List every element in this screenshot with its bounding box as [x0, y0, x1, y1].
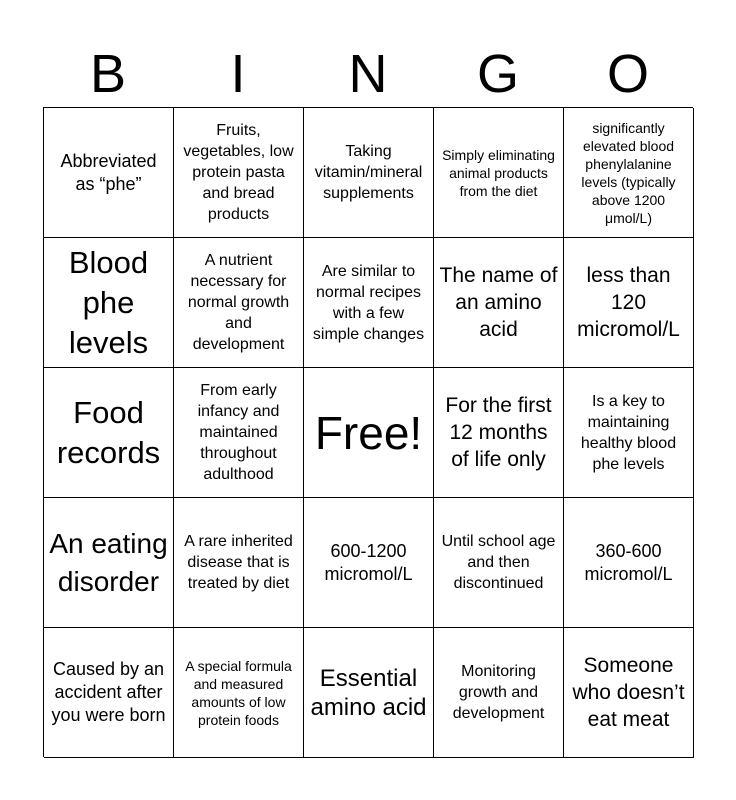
header-letter-n: N [348, 44, 388, 104]
cell-text: 600-1200 micromol/L [324, 540, 413, 584]
bingo-cell[interactable] [434, 628, 564, 758]
cell-text: Simply eliminating animal products from the diet [442, 146, 555, 199]
bingo-cell[interactable] [564, 628, 694, 758]
bingo-cell[interactable] [434, 108, 564, 238]
bingo-cell[interactable] [44, 108, 174, 238]
bingo-cell[interactable] [564, 108, 694, 238]
cell-text: Essential amino acid [310, 664, 427, 721]
cell-text: Until school age and then discontinued [441, 533, 556, 592]
header-letter-i: I [230, 44, 246, 104]
bingo-cell[interactable] [44, 238, 174, 368]
cell-text: Is a key to maintaining healthy blood phe levels [580, 392, 677, 473]
bingo-cell[interactable] [564, 368, 694, 498]
cell-text: less than 120 micromol/L [577, 264, 680, 341]
bingo-cell[interactable] [44, 628, 174, 758]
header-letter-o: O [606, 44, 649, 104]
cell-text: significantly elevated blood phenylalanine levels (typically above 1200 μmol/L) [581, 119, 676, 226]
cell-text: Abbreviated as “phe” [60, 150, 157, 194]
bingo-cell[interactable] [174, 368, 304, 498]
bingo-cell[interactable] [174, 238, 304, 368]
bingo-cell[interactable] [564, 498, 694, 628]
cell-text: Are similar to normal recipes with a few simple changes [312, 262, 425, 343]
cell-text: A nutrient necessary for normal growth and development [187, 252, 290, 353]
cell-text: The name of an amino acid [439, 264, 558, 341]
cell-text: Blood phe levels [68, 244, 149, 360]
bingo-cell[interactable] [44, 498, 174, 628]
bingo-cell[interactable] [434, 368, 564, 498]
bingo-cell[interactable] [434, 238, 564, 368]
cell-text: Taking vitamin/mineral supplements [314, 143, 423, 202]
cell-text: Someone who doesn’t eat meat [572, 654, 685, 731]
header-letter-b: B [89, 44, 127, 104]
cell-text: For the first 12 months of life only [445, 394, 552, 471]
bingo-cell[interactable] [44, 368, 174, 498]
bingo-cell[interactable] [304, 238, 434, 368]
bingo-cell[interactable] [434, 498, 564, 628]
bingo-cell[interactable] [304, 628, 434, 758]
bingo-cell[interactable] [174, 108, 304, 238]
bingo-cell[interactable] [174, 498, 304, 628]
cell-text: A rare inherited disease that is treated by diet [184, 533, 293, 592]
cell-text: Monitoring growth and development [452, 663, 545, 722]
cell-text: 360-600 micromol/L [584, 540, 673, 584]
cell-text: An eating disorder [49, 527, 168, 597]
bingo-header [43, 40, 693, 108]
bingo-cell[interactable] [304, 498, 434, 628]
cell-text: Food records [56, 394, 161, 470]
bingo-cell[interactable] [304, 108, 434, 238]
free-space-text: Free! [314, 406, 423, 459]
cell-text: A special formula and measured amounts of low protein foods [185, 657, 292, 728]
bingo-cell[interactable] [564, 238, 694, 368]
bingo-card-grid [43, 107, 693, 757]
bingo-cell[interactable] [174, 628, 304, 758]
cell-text: Fruits, vegetables, low protein pasta and bread products [183, 122, 294, 223]
cell-text: Caused by an accident after you were born [51, 659, 166, 725]
cell-text: From early infancy and maintained throughout adulthood [197, 382, 280, 483]
free-space-cell[interactable] [304, 368, 434, 498]
header-letter-g: G [476, 44, 519, 104]
